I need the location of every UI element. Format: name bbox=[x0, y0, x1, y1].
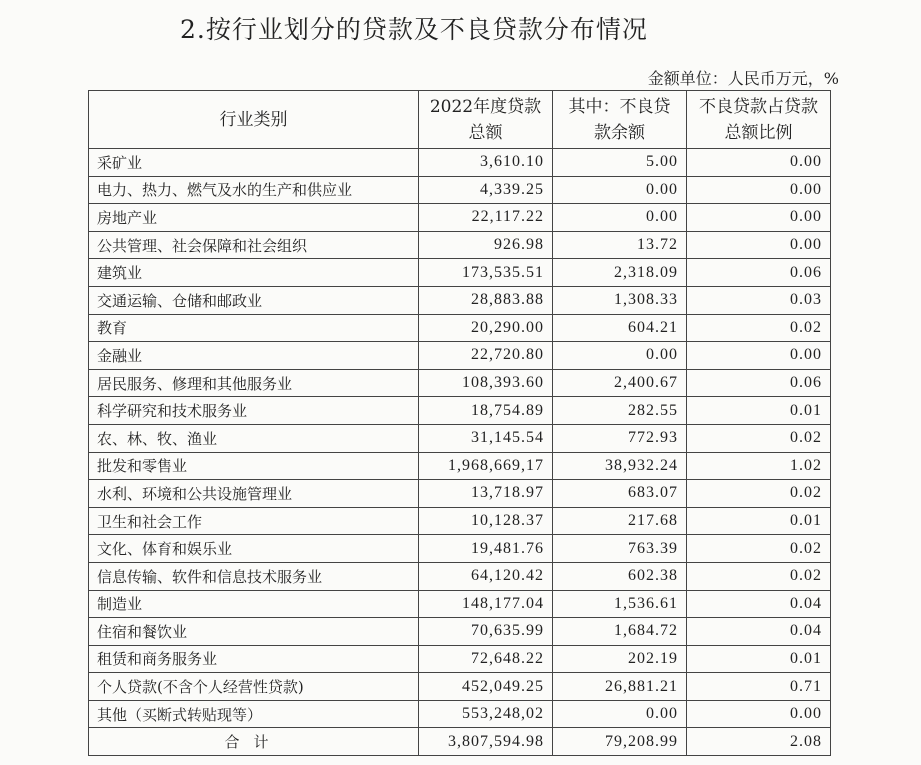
table-row bbox=[89, 618, 831, 646]
table-row bbox=[89, 673, 831, 701]
npl-balance-cell: 202.19 bbox=[553, 645, 687, 673]
npl-ratio-cell: 1.02 bbox=[687, 452, 831, 480]
npl-balance-cell: 26,881.21 bbox=[553, 673, 687, 701]
total-loans-cell: 13,718.97 bbox=[419, 480, 553, 508]
npl-ratio-cell: 0.00 bbox=[687, 231, 831, 259]
total-loans-cell: 22,720.80 bbox=[419, 342, 553, 370]
table-row bbox=[89, 231, 831, 259]
industry-cell: 住宿和餐饮业 bbox=[89, 618, 419, 646]
header-total-loans: 2022年度贷款总额 bbox=[419, 91, 553, 149]
table-row bbox=[89, 700, 831, 728]
npl-balance-cell: 772.93 bbox=[553, 424, 687, 452]
npl-ratio-cell: 0.02 bbox=[687, 562, 831, 590]
npl-balance-cell: 763.39 bbox=[553, 535, 687, 563]
npl-balance-cell: 604.21 bbox=[553, 314, 687, 342]
industry-cell: 交通运输、仓储和邮政业 bbox=[89, 286, 419, 314]
table-row bbox=[89, 342, 831, 370]
total-row bbox=[89, 728, 831, 756]
npl-ratio-cell: 0.01 bbox=[687, 645, 831, 673]
industry-cell: 金融业 bbox=[89, 342, 419, 370]
industry-cell: 水利、环境和公共设施管理业 bbox=[89, 480, 419, 508]
npl-balance-cell: 602.38 bbox=[553, 562, 687, 590]
total-loans-cell: 72,648.22 bbox=[419, 645, 553, 673]
total-loans-cell: 3,610.10 bbox=[419, 149, 553, 177]
npl-balance-cell: 1,308.33 bbox=[553, 286, 687, 314]
header-industry: 行业类别 bbox=[89, 91, 419, 149]
npl-ratio-cell: 0.06 bbox=[687, 259, 831, 287]
industry-cell: 电力、热力、燃气及水的生产和供应业 bbox=[89, 176, 419, 204]
table-row bbox=[89, 314, 831, 342]
npl-ratio-cell: 0.02 bbox=[687, 480, 831, 508]
industry-cell: 公共管理、社会保障和社会组织 bbox=[89, 231, 419, 259]
industry-cell: 制造业 bbox=[89, 590, 419, 618]
table-row bbox=[89, 204, 831, 232]
table-row bbox=[89, 480, 831, 508]
total-label: 合计 bbox=[89, 728, 419, 756]
table-row bbox=[89, 259, 831, 287]
industry-cell: 个人贷款(不含个人经营性贷款) bbox=[89, 673, 419, 701]
npl-ratio-cell: 0.01 bbox=[687, 507, 831, 535]
industry-cell: 教育 bbox=[89, 314, 419, 342]
total-loans: 3,807,594.98 bbox=[419, 728, 553, 756]
npl-balance-cell: 0.00 bbox=[553, 176, 687, 204]
npl-ratio-cell: 0.04 bbox=[687, 618, 831, 646]
industry-cell: 租赁和商务服务业 bbox=[89, 645, 419, 673]
total-loans-cell: 19,481.76 bbox=[419, 535, 553, 563]
industry-cell: 房地产业 bbox=[89, 204, 419, 232]
npl-balance-cell: 1,684.72 bbox=[553, 618, 687, 646]
npl-balance-cell: 13.72 bbox=[553, 231, 687, 259]
npl-ratio-cell: 0.00 bbox=[687, 204, 831, 232]
section-title: 2.按行业划分的贷款及不良贷款分布情况 bbox=[180, 15, 648, 44]
total-loans-cell: 31,145.54 bbox=[419, 424, 553, 452]
total-loans-cell: 22,117.22 bbox=[419, 204, 553, 232]
industry-cell: 农、林、牧、渔业 bbox=[89, 424, 419, 452]
table-row bbox=[89, 590, 831, 618]
table-row bbox=[89, 535, 831, 563]
npl-balance-cell: 217.68 bbox=[553, 507, 687, 535]
total-loans-cell: 4,339.25 bbox=[419, 176, 553, 204]
total-npl-balance: 79,208.99 bbox=[553, 728, 687, 756]
npl-ratio-cell: 0.06 bbox=[687, 369, 831, 397]
industry-cell: 文化、体育和娱乐业 bbox=[89, 535, 419, 563]
industry-cell: 采矿业 bbox=[89, 149, 419, 177]
npl-ratio-cell: 0.00 bbox=[687, 700, 831, 728]
total-loans-cell: 108,393.60 bbox=[419, 369, 553, 397]
table-row bbox=[89, 562, 831, 590]
table-header bbox=[89, 91, 831, 149]
total-loans-cell: 926.98 bbox=[419, 231, 553, 259]
total-loans-cell: 18,754.89 bbox=[419, 397, 553, 425]
npl-balance-cell: 683.07 bbox=[553, 480, 687, 508]
npl-balance-cell: 38,932.24 bbox=[553, 452, 687, 480]
industry-cell: 批发和零售业 bbox=[89, 452, 419, 480]
table-row bbox=[89, 507, 831, 535]
npl-balance-cell: 0.00 bbox=[553, 204, 687, 232]
table-row bbox=[89, 176, 831, 204]
npl-balance-cell: 282.55 bbox=[553, 397, 687, 425]
total-loans-cell: 28,883.88 bbox=[419, 286, 553, 314]
total-loans-cell: 20,290.00 bbox=[419, 314, 553, 342]
npl-ratio-cell: 0.02 bbox=[687, 535, 831, 563]
npl-ratio-cell: 0.00 bbox=[687, 149, 831, 177]
table-row bbox=[89, 149, 831, 177]
total-loans-cell: 148,177.04 bbox=[419, 590, 553, 618]
industry-cell: 建筑业 bbox=[89, 259, 419, 287]
industry-cell: 卫生和社会工作 bbox=[89, 507, 419, 535]
total-loans-cell: 1,968,669,17 bbox=[419, 452, 553, 480]
table-row bbox=[89, 286, 831, 314]
industry-cell: 信息传输、软件和信息技术服务业 bbox=[89, 562, 419, 590]
industry-cell: 其他（买断式转贴现等） bbox=[89, 700, 419, 728]
header-npl-balance: 其中：不良贷款余额 bbox=[553, 91, 687, 149]
npl-ratio-cell: 0.03 bbox=[687, 286, 831, 314]
npl-ratio-cell: 0.00 bbox=[687, 342, 831, 370]
npl-balance-cell: 0.00 bbox=[553, 342, 687, 370]
total-loans-cell: 173,535.51 bbox=[419, 259, 553, 287]
npl-ratio-cell: 0.02 bbox=[687, 424, 831, 452]
npl-balance-cell: 0.00 bbox=[553, 700, 687, 728]
npl-ratio-cell: 0.71 bbox=[687, 673, 831, 701]
table-row bbox=[89, 424, 831, 452]
table-row bbox=[89, 369, 831, 397]
total-loans-cell: 64,120.42 bbox=[419, 562, 553, 590]
npl-ratio-cell: 0.00 bbox=[687, 176, 831, 204]
npl-ratio-cell: 0.04 bbox=[687, 590, 831, 618]
table-row bbox=[89, 397, 831, 425]
industry-cell: 科学研究和技术服务业 bbox=[89, 397, 419, 425]
loan-distribution-table bbox=[88, 90, 831, 756]
npl-balance-cell: 2,318.09 bbox=[553, 259, 687, 287]
total-loans-cell: 553,248,02 bbox=[419, 700, 553, 728]
npl-balance-cell: 5.00 bbox=[553, 149, 687, 177]
total-npl-ratio: 2.08 bbox=[687, 728, 831, 756]
header-npl-ratio: 不良贷款占贷款总额比例 bbox=[687, 91, 831, 149]
industry-cell: 居民服务、修理和其他服务业 bbox=[89, 369, 419, 397]
table-row bbox=[89, 645, 831, 673]
npl-balance-cell: 2,400.67 bbox=[553, 369, 687, 397]
npl-balance-cell: 1,536.61 bbox=[553, 590, 687, 618]
npl-ratio-cell: 0.01 bbox=[687, 397, 831, 425]
total-loans-cell: 70,635.99 bbox=[419, 618, 553, 646]
npl-ratio-cell: 0.02 bbox=[687, 314, 831, 342]
table-row bbox=[89, 452, 831, 480]
total-loans-cell: 10,128.37 bbox=[419, 507, 553, 535]
total-loans-cell: 452,049.25 bbox=[419, 673, 553, 701]
unit-note: 金额单位：人民币万元，% bbox=[647, 69, 839, 88]
